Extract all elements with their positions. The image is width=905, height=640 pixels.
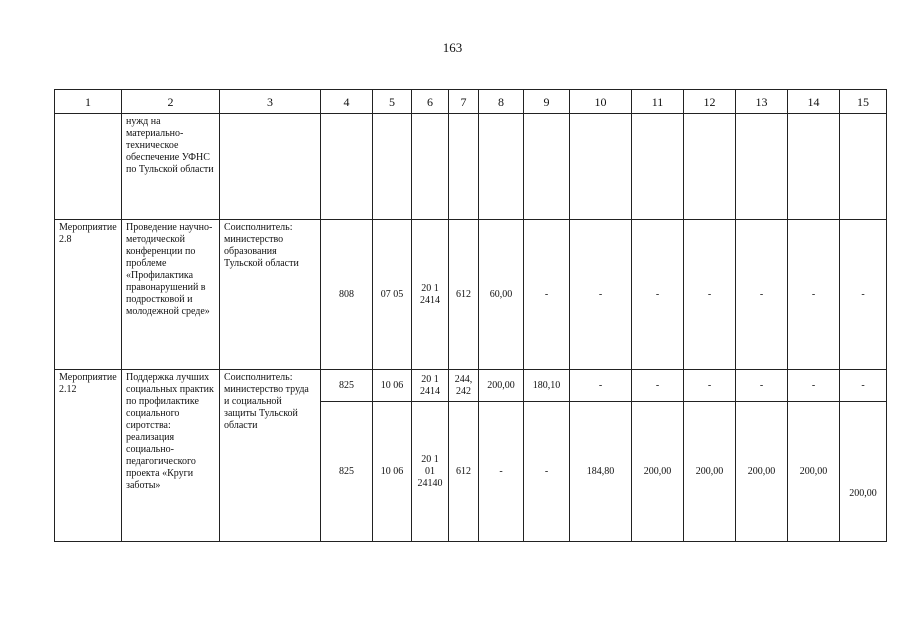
- column-header: 9: [524, 90, 570, 114]
- table-cell: 612: [449, 220, 479, 370]
- table-cell: 20 1 2414: [412, 370, 449, 402]
- table-cell: -: [788, 370, 840, 402]
- co-executor: Соисполнитель: министерство образования Тульской области: [220, 220, 321, 370]
- table-cell: [220, 114, 321, 220]
- table-cell: -: [632, 220, 684, 370]
- measure-description: Поддержка лучших социальных практик по профилактике социального сиротства: реализация социально-педагогического проекта «Круги заботы»: [122, 370, 220, 542]
- table-cell: 180,10: [524, 370, 570, 402]
- table-cell: [840, 114, 887, 220]
- column-header: 15: [840, 90, 887, 114]
- table-cell: [684, 114, 736, 220]
- table-cell: -: [840, 370, 887, 402]
- column-header: 1: [55, 90, 122, 114]
- table-cell: -: [840, 220, 887, 370]
- table-cell: -: [524, 220, 570, 370]
- column-header: 4: [321, 90, 373, 114]
- table-cell: 825: [321, 402, 373, 542]
- table-cell: [736, 114, 788, 220]
- table-cell: 200,00: [788, 402, 840, 542]
- table-cell: 20 1 2414: [412, 220, 449, 370]
- table-cell: [449, 114, 479, 220]
- table-cell: [373, 114, 412, 220]
- budget-table: [54, 89, 887, 542]
- table-cell: 10 06: [373, 370, 412, 402]
- table-cell: нужд на материально-техническое обеспечение УФНС по Тульской области: [122, 114, 220, 220]
- table-cell: 184,80: [570, 402, 632, 542]
- table-cell: [321, 114, 373, 220]
- table-cell: [479, 114, 524, 220]
- column-header: 13: [736, 90, 788, 114]
- co-executor: Соисполнитель: министерство труда и социальной защиты Тульской области: [220, 370, 321, 542]
- table-cell: [788, 114, 840, 220]
- table-cell: -: [684, 220, 736, 370]
- table-cell: [632, 114, 684, 220]
- table-cell: -: [736, 220, 788, 370]
- table-cell: 244, 242: [449, 370, 479, 402]
- column-header: 5: [373, 90, 412, 114]
- table-cell: 200,00: [632, 402, 684, 542]
- header-row: [55, 90, 887, 114]
- table-cell: 808: [321, 220, 373, 370]
- table-cell: [55, 114, 122, 220]
- column-header: 7: [449, 90, 479, 114]
- table-row-measure-2-8: [55, 220, 887, 370]
- table-cell: 825: [321, 370, 373, 402]
- table-cell: 612: [449, 402, 479, 542]
- table-cell: 200,00: [840, 402, 887, 542]
- measure-label: Мероприятие 2.12: [55, 370, 122, 542]
- table-cell: -: [479, 402, 524, 542]
- table-cell: -: [524, 402, 570, 542]
- table-cell: -: [570, 370, 632, 402]
- table-cell: -: [570, 220, 632, 370]
- table-cell: 200,00: [684, 402, 736, 542]
- table-cell: -: [736, 370, 788, 402]
- column-header: 12: [684, 90, 736, 114]
- table-row-continuation: [55, 114, 887, 220]
- table-row-measure-2-12-a: [55, 370, 887, 402]
- table-cell: -: [632, 370, 684, 402]
- measure-label: Мероприятие 2.8: [55, 220, 122, 370]
- table-cell: [524, 114, 570, 220]
- page-number: 163: [442, 40, 463, 55]
- column-header: 3: [220, 90, 321, 114]
- table-cell: 200,00: [736, 402, 788, 542]
- table-cell: 60,00: [479, 220, 524, 370]
- table-cell: 07 05: [373, 220, 412, 370]
- column-header: 6: [412, 90, 449, 114]
- table-cell: 10 06: [373, 402, 412, 542]
- table-cell: [570, 114, 632, 220]
- table-cell: [412, 114, 449, 220]
- column-header: 10: [570, 90, 632, 114]
- table-cell: 200,00: [479, 370, 524, 402]
- table-cell: 20 1 01 24140: [412, 402, 449, 542]
- table-cell: -: [788, 220, 840, 370]
- measure-description: Проведение научно-методической конференции по проблеме «Профилактика правонарушений в подростковой и молодежной среде»: [122, 220, 220, 370]
- column-header: 11: [632, 90, 684, 114]
- table-cell: -: [684, 370, 736, 402]
- column-header: 2: [122, 90, 220, 114]
- column-header: 14: [788, 90, 840, 114]
- column-header: 8: [479, 90, 524, 114]
